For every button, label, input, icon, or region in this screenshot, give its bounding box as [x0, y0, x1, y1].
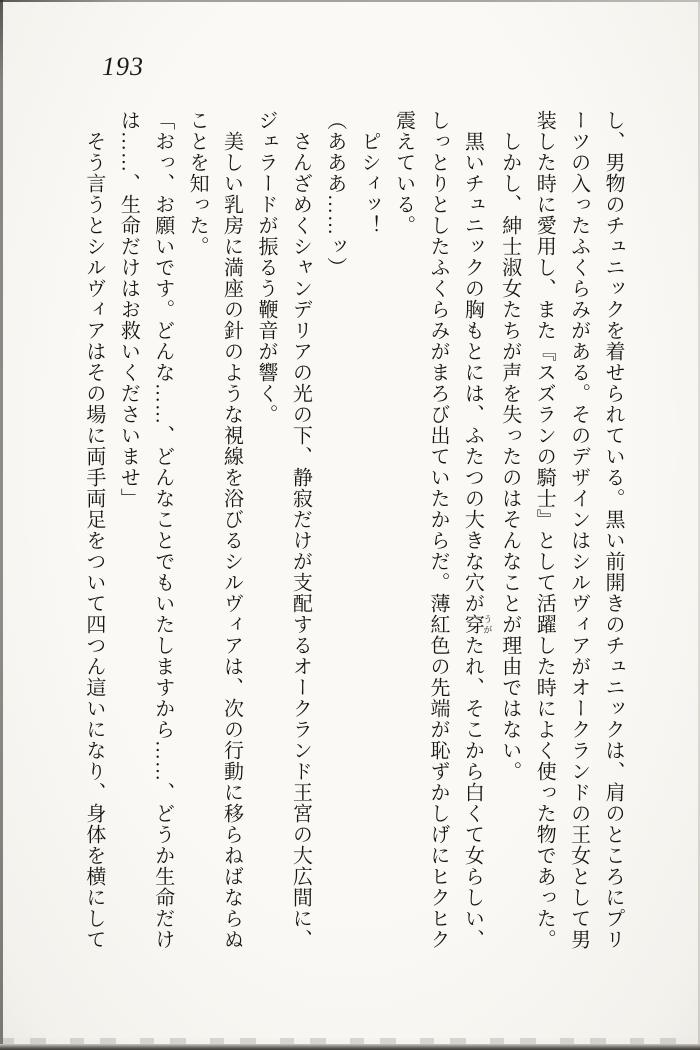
page-edge-bottom: [0, 1044, 700, 1050]
ruby-base: 穿: [461, 614, 484, 635]
text-column-3: 装した時に愛用し、また『スズランの騎士』として活躍した時によく使った物であった。: [533, 110, 556, 950]
text-column-7: 震えている。: [392, 110, 415, 236]
ruby-text: うが: [482, 614, 493, 635]
page-edge-left: [0, 0, 3, 1050]
body-text: [77, 110, 631, 954]
page-edge-top: [0, 0, 700, 2]
text-column-12: 美しい乳房に満座の針のような視線を浴びるシルヴィアは、次の行動に移らねばならぬ: [220, 131, 243, 950]
text-column-9: （あああ……ッ）: [323, 110, 346, 278]
page-number: 193: [102, 52, 144, 81]
text-column-16: そう言うとシルヴィアはその場に両手両足をついて四つん這いになり、身体を横にして: [82, 131, 105, 950]
text-column-6: しっとりとしたふくらみがまろび出ていたからだ。薄紅色の先端が恥ずかしげにヒクヒク: [426, 110, 449, 950]
text-column-8: ピシィッ！: [358, 131, 381, 236]
ruby-ugatare: [461, 614, 493, 635]
text-column-11: ジェラードが振るう鞭音が響く。: [254, 110, 277, 425]
text-column-4: しかし、紳士淑女たちが声を失ったのはそんなことが理由ではない。: [498, 131, 521, 782]
text-before-ruby: 黒いチュニックの胸もとには、ふたつの大きな穴が: [461, 131, 484, 614]
text-column-15: は……、生命だけはお救いくださいませ」: [117, 110, 140, 509]
text-column-14: 「おっ、お願いです。どんな……、どんなことでもいたしますから……、どうか生命だけ: [151, 110, 174, 950]
text-column-1: し、男物のチュニックを着せられている。黒い前開きのチュニックは、肩のところにプリ: [602, 110, 624, 950]
text-column-5: [455, 110, 492, 954]
text-column-13: ことを知った。: [186, 110, 209, 257]
text-column-10: さんざめくシャンデリアの光の下、静寂だけが支配するオークランド王宮の大広間に、: [289, 131, 312, 950]
text-column-2: ーツの入ったふくらみがある。そのデザインはシルヴィアがオークランドの王女として男: [567, 110, 590, 950]
text-after-ruby: たれ、そこから白くて女らしい、: [461, 635, 484, 950]
